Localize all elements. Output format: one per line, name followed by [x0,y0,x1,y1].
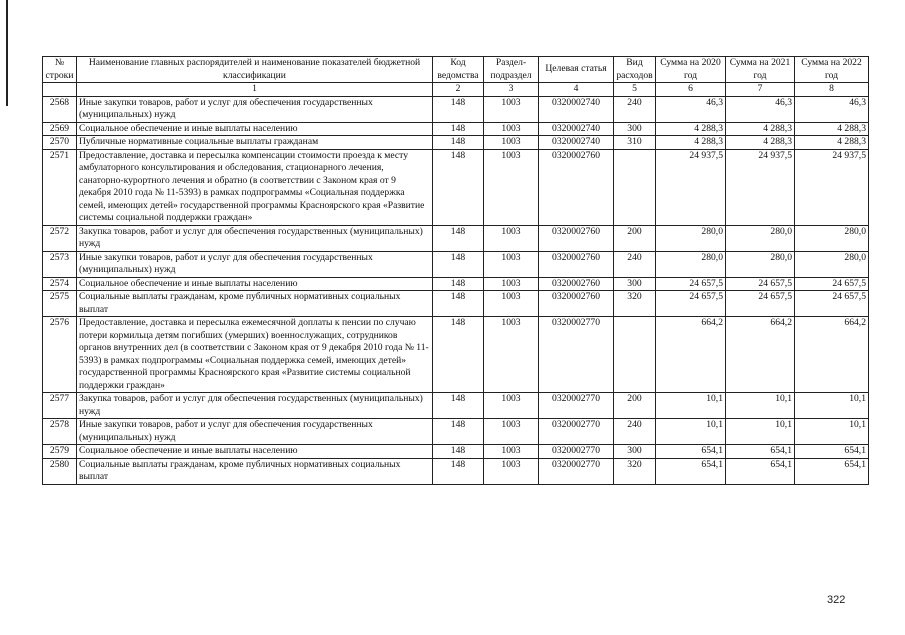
row-section: 1003 [484,251,539,277]
header-dept-code: Код ведомства [433,57,484,83]
row-sum-2022: 24 657,5 [795,277,869,291]
row-dept-code: 148 [433,136,484,150]
row-number: 2580 [43,458,77,484]
row-sum-2020: 280,0 [656,225,726,251]
row-exp-type: 240 [614,419,656,445]
row-exp-type: 320 [614,458,656,484]
row-number: 2573 [43,251,77,277]
table-body [43,96,869,484]
row-name: Социальное обеспечение и иные выплаты населению [77,122,433,136]
row-sum-2022: 24 657,5 [795,291,869,317]
row-sum-2022: 24 937,5 [795,149,869,225]
row-sum-2022: 4 288,3 [795,136,869,150]
row-section: 1003 [484,122,539,136]
row-number: 2578 [43,419,77,445]
row-name: Иные закупки товаров, работ и услуг для обеспечения государственных (муниципальных) нужд [77,251,433,277]
table-row [43,445,869,459]
row-section: 1003 [484,317,539,393]
row-sum-2020: 24 937,5 [656,149,726,225]
table-row [43,317,869,393]
row-dept-code: 148 [433,291,484,317]
row-section: 1003 [484,445,539,459]
row-section: 1003 [484,393,539,419]
row-target: 0320002760 [539,251,614,277]
header-exp-type: Вид расходов [614,57,656,83]
row-dept-code: 148 [433,96,484,122]
row-sum-2022: 46,3 [795,96,869,122]
row-sum-2020: 4 288,3 [656,122,726,136]
table-row [43,419,869,445]
table-row [43,277,869,291]
row-exp-type: 240 [614,96,656,122]
row-target: 0320002760 [539,277,614,291]
table-row [43,122,869,136]
row-name: Предоставление, доставка и пересылка ежемесячной доплаты к пенсии по случаю потери кормильца детям погибших (умерших) военнослужащих, сотрудников органов внутренних дел (в соответствии с Законом края от 9 декабря 2010 года № 11-5393) в рамках подпрограммы «Социальная поддержка семей, имеющих детей» государственной программы Красноярского края «Развитие системы социальной поддержки граждан» [77,317,433,393]
row-sum-2021: 280,0 [726,251,795,277]
row-number: 2571 [43,149,77,225]
row-exp-type: 300 [614,122,656,136]
row-number: 2572 [43,225,77,251]
row-dept-code: 148 [433,251,484,277]
row-section: 1003 [484,277,539,291]
row-number: 2569 [43,122,77,136]
row-target: 0320002770 [539,458,614,484]
row-sum-2022: 664,2 [795,317,869,393]
row-sum-2020: 4 288,3 [656,136,726,150]
row-name: Иные закупки товаров, работ и услуг для обеспечения государственных (муниципальных) нужд [77,419,433,445]
row-section: 1003 [484,225,539,251]
row-sum-2020: 46,3 [656,96,726,122]
row-exp-type [614,149,656,225]
column-number: 6 [656,83,726,97]
row-dept-code: 148 [433,458,484,484]
row-section: 1003 [484,149,539,225]
row-sum-2020: 24 657,5 [656,277,726,291]
row-sum-2022: 4 288,3 [795,122,869,136]
row-name: Иные закупки товаров, работ и услуг для обеспечения государственных (муниципальных) нужд [77,96,433,122]
row-sum-2022: 280,0 [795,225,869,251]
row-sum-2020: 24 657,5 [656,291,726,317]
row-dept-code: 148 [433,277,484,291]
row-sum-2022: 654,1 [795,445,869,459]
table-row [43,291,869,317]
row-dept-code: 148 [433,419,484,445]
row-section: 1003 [484,136,539,150]
column-number-row [43,83,869,97]
header-no: № строки [43,57,77,83]
row-number: 2574 [43,277,77,291]
row-name: Социальное обеспечение и иные выплаты населению [77,277,433,291]
row-exp-type: 200 [614,393,656,419]
row-target: 0320002770 [539,419,614,445]
row-number: 2579 [43,445,77,459]
row-exp-type: 240 [614,251,656,277]
row-exp-type: 200 [614,225,656,251]
row-name: Социальные выплаты гражданам, кроме публичных нормативных социальных выплат [77,458,433,484]
row-name: Предоставление, доставка и пересылка компенсации стоимости проезда к месту амбулаторного консультирования и обследования, стационарного лечения, санаторно-курортного лечения и обратно (в соответствии с Законом края от 9 декабря 2010 года № 11-5393) в рамках подпрограммы «Социальная поддержка семей, имеющих детей» государственной программы Красноярского края «Развитие системы социальной поддержки граждан» [77,149,433,225]
budget-table [42,56,869,485]
table-row [43,96,869,122]
row-sum-2021: 280,0 [726,225,795,251]
header-sum-2022: Сумма на 2022 год [795,57,869,83]
row-name: Публичные нормативные социальные выплаты гражданам [77,136,433,150]
row-section: 1003 [484,458,539,484]
row-sum-2020: 280,0 [656,251,726,277]
row-number: 2577 [43,393,77,419]
column-number: 5 [614,83,656,97]
header-sum-2021: Сумма на 2021 год [726,57,795,83]
row-sum-2021: 10,1 [726,393,795,419]
row-name: Закупка товаров, работ и услуг для обеспечения государственных (муниципальных) нужд [77,225,433,251]
row-target: 0320002770 [539,317,614,393]
table-row [43,136,869,150]
page-number: 322 [827,594,846,606]
header-sum-2020: Сумма на 2020 год [656,57,726,83]
row-name: Социальные выплаты гражданам, кроме публичных нормативных социальных выплат [77,291,433,317]
row-number: 2576 [43,317,77,393]
header-target: Целевая статья [539,57,614,83]
row-sum-2022: 280,0 [795,251,869,277]
column-number: 8 [795,83,869,97]
row-target: 0320002760 [539,225,614,251]
row-target: 0320002740 [539,136,614,150]
row-sum-2022: 654,1 [795,458,869,484]
table-row [43,251,869,277]
row-sum-2022: 10,1 [795,419,869,445]
row-sum-2021: 654,1 [726,458,795,484]
column-number: 3 [484,83,539,97]
row-sum-2021: 46,3 [726,96,795,122]
row-sum-2020: 664,2 [656,317,726,393]
row-dept-code: 148 [433,122,484,136]
row-target: 0320002760 [539,291,614,317]
row-sum-2021: 10,1 [726,419,795,445]
row-exp-type: 300 [614,277,656,291]
row-sum-2021: 4 288,3 [726,122,795,136]
row-exp-type: 320 [614,291,656,317]
row-target: 0320002770 [539,445,614,459]
row-sum-2021: 654,1 [726,445,795,459]
row-section: 1003 [484,96,539,122]
row-sum-2020: 10,1 [656,419,726,445]
row-sum-2022: 10,1 [795,393,869,419]
page-edge-mark [6,0,8,106]
row-exp-type: 310 [614,136,656,150]
table-row [43,458,869,484]
column-number: 7 [726,83,795,97]
row-exp-type [614,317,656,393]
header-row [43,57,869,83]
column-number [43,83,77,97]
row-sum-2020: 10,1 [656,393,726,419]
column-number: 2 [433,83,484,97]
row-dept-code: 148 [433,225,484,251]
row-sum-2021: 4 288,3 [726,136,795,150]
row-target: 0320002770 [539,393,614,419]
row-section: 1003 [484,291,539,317]
table-row [43,225,869,251]
row-sum-2021: 24 937,5 [726,149,795,225]
row-dept-code: 148 [433,445,484,459]
row-target: 0320002740 [539,122,614,136]
header-name: Наименование главных распорядителей и наименование показателей бюджетной классификации [77,57,433,83]
row-sum-2021: 664,2 [726,317,795,393]
row-name: Закупка товаров, работ и услуг для обеспечения государственных (муниципальных) нужд [77,393,433,419]
row-name: Социальное обеспечение и иные выплаты населению [77,445,433,459]
row-exp-type: 300 [614,445,656,459]
row-sum-2020: 654,1 [656,458,726,484]
row-number: 2570 [43,136,77,150]
row-target: 0320002760 [539,149,614,225]
row-number: 2568 [43,96,77,122]
row-dept-code: 148 [433,317,484,393]
row-number: 2575 [43,291,77,317]
row-section: 1003 [484,419,539,445]
row-sum-2021: 24 657,5 [726,291,795,317]
table-row [43,393,869,419]
row-sum-2020: 654,1 [656,445,726,459]
row-dept-code: 148 [433,393,484,419]
column-number: 1 [77,83,433,97]
row-dept-code: 148 [433,149,484,225]
column-number: 4 [539,83,614,97]
row-target: 0320002740 [539,96,614,122]
header-section: Раздел-подраздел [484,57,539,83]
row-sum-2021: 24 657,5 [726,277,795,291]
table-row [43,149,869,225]
